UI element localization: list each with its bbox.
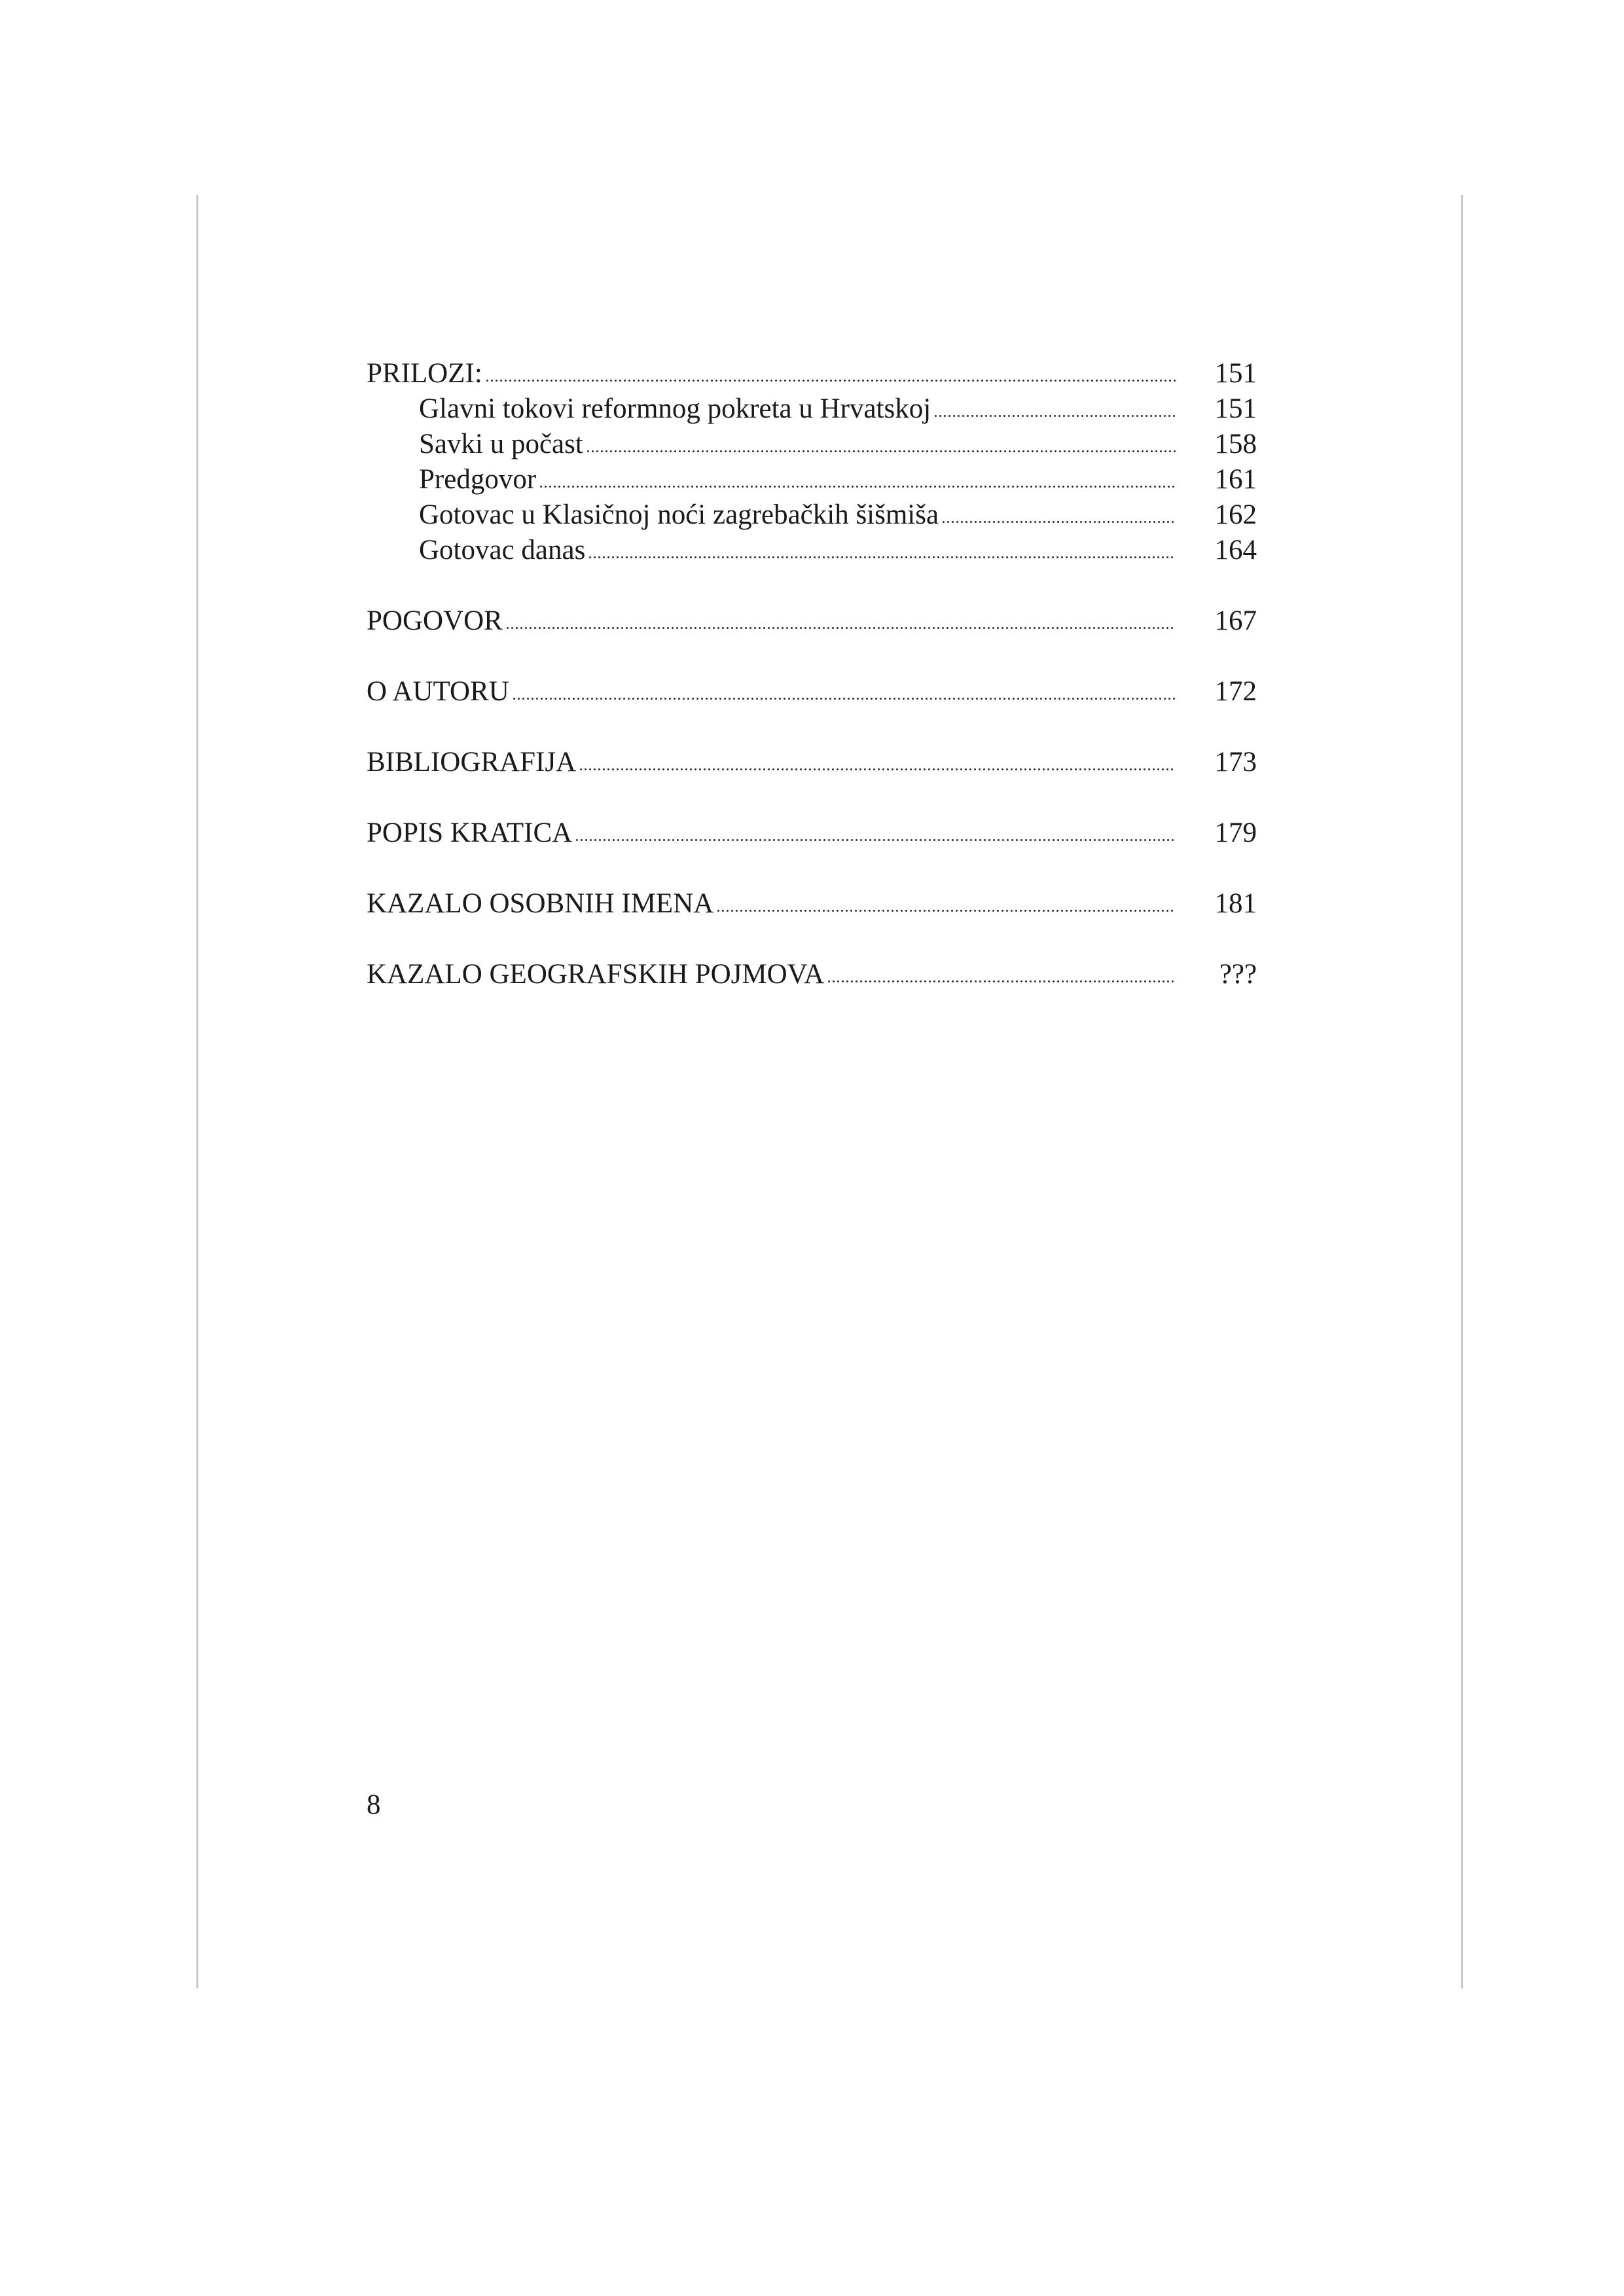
dot-leader (579, 768, 1176, 771)
page-number: 8 (367, 1789, 381, 1820)
dot-leader (512, 697, 1176, 700)
toc-entry-page: 181 (1214, 888, 1257, 919)
toc-entry-o-autoru[interactable] (367, 674, 1257, 709)
toc-entry-prilozi[interactable] (367, 356, 1257, 391)
dot-leader (588, 556, 1176, 559)
toc-entry-gotovac-danas[interactable] (367, 533, 1257, 568)
dot-leader (586, 450, 1176, 453)
toc-entry-label: Gotovac u Klasičnoj noći zagrebačkih šišmiša (419, 499, 939, 530)
toc-entry-predgovor[interactable] (367, 462, 1257, 497)
toc-entry-page: 164 (1214, 535, 1257, 565)
table-of-contents (367, 356, 1257, 992)
toc-entry-bibliografija[interactable] (367, 745, 1257, 780)
toc-entry-glavni-tokovi[interactable] (367, 391, 1257, 427)
dot-leader (933, 414, 1176, 418)
toc-entry-label: POPIS KRATICA (367, 817, 573, 848)
toc-entry-page: 162 (1214, 499, 1257, 530)
dot-leader (505, 626, 1176, 630)
toc-entry-label: KAZALO OSOBNIH IMENA (367, 888, 714, 919)
dot-leader (941, 520, 1176, 524)
toc-entry-page: 151 (1214, 393, 1257, 424)
dot-leader (827, 980, 1176, 983)
toc-entry-pogovor[interactable] (367, 603, 1257, 639)
toc-entry-label: BIBLIOGRAFIJA (367, 747, 577, 778)
toc-entry-label: KAZALO GEOGRAFSKIH POJMOVA (367, 959, 825, 990)
toc-entry-page: 167 (1214, 605, 1257, 636)
toc-entry-page: 172 (1214, 676, 1257, 707)
toc-entry-kazalo-osobnih-imena[interactable] (367, 886, 1257, 922)
toc-entry-popis-kratica[interactable] (367, 816, 1257, 851)
toc-entry-label: Predgovor (419, 464, 537, 495)
toc-entry-page: 151 (1214, 358, 1257, 389)
page-left-border (196, 195, 198, 1988)
toc-entry-label: Gotovac danas (419, 535, 586, 565)
toc-entry-page: ??? (1219, 959, 1257, 990)
dot-leader (539, 485, 1176, 488)
toc-entry-gotovac-klasicna-noc[interactable] (367, 497, 1257, 533)
page-right-border (1461, 195, 1463, 1988)
dot-leader (716, 909, 1176, 912)
toc-entry-savki-u-pocast[interactable] (367, 427, 1257, 462)
dot-leader (575, 838, 1176, 842)
toc-entry-page: 179 (1214, 817, 1257, 848)
toc-entry-label: Savki u počast (419, 429, 583, 459)
toc-entry-label: O AUTORU (367, 676, 509, 707)
toc-entry-kazalo-geografskih-pojmova[interactable] (367, 957, 1257, 992)
toc-entry-page: 158 (1214, 429, 1257, 459)
toc-entry-page: 173 (1214, 747, 1257, 778)
toc-entry-label: POGOVOR (367, 605, 503, 636)
toc-entry-label: PRILOZI: (367, 358, 482, 389)
dot-leader (485, 379, 1176, 382)
toc-entry-label: Glavni tokovi reformnog pokreta u Hrvatskoj (419, 393, 931, 424)
toc-entry-page: 161 (1214, 464, 1257, 495)
